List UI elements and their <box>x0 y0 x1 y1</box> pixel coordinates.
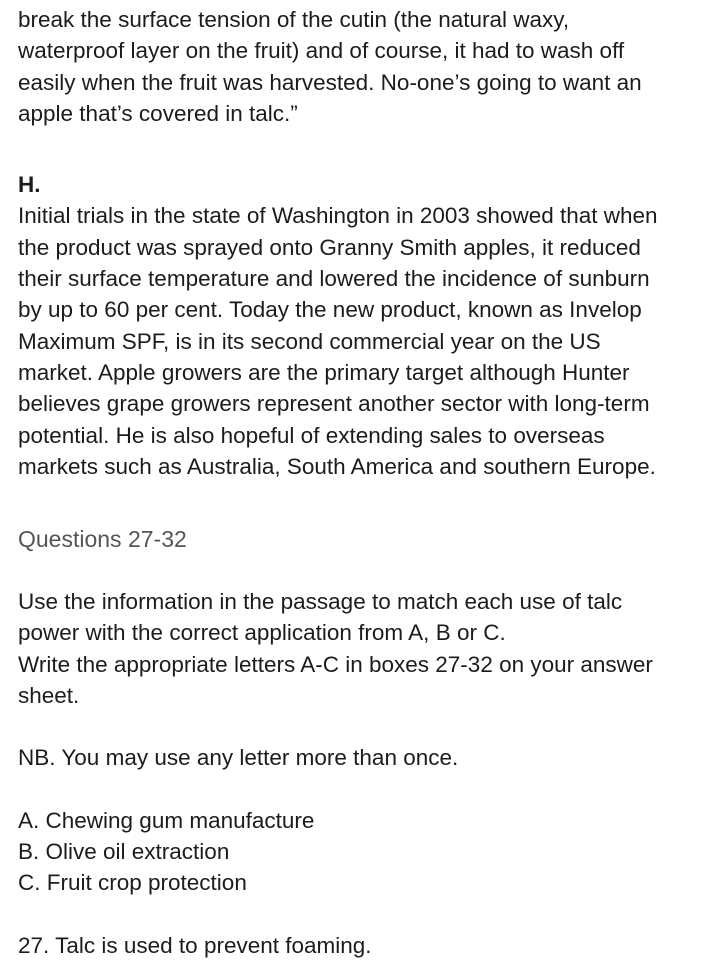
text-line: markets such as Australia, South America and southern Europe. <box>18 453 656 479</box>
questions-heading: Questions 27-32 <box>18 526 187 553</box>
answer-options-list <box>18 805 712 899</box>
text-line: Maximum SPF, is in its second commercial year on the US <box>18 328 601 354</box>
text-line: by up to 60 per cent. Today the new product, known as Invelop <box>18 297 642 323</box>
questions-note: NB. You may use any letter more than once. <box>18 745 459 771</box>
text-line: the product was sprayed onto Granny Smith apples, it reduced <box>18 234 641 260</box>
text-line: power with the correct application from A, B or C. <box>18 620 506 646</box>
text-line: believes grape growers represent another sector with long-term <box>18 391 650 417</box>
text-line: break the surface tension of the cutin (the natural waxy, <box>18 7 570 32</box>
text-line: Use the information in the passage to match each use of talc <box>18 589 623 615</box>
intro-paragraph <box>18 4 712 129</box>
text-line: potential. He is also hopeful of extending sales to overseas <box>18 422 605 448</box>
questions-instructions <box>18 586 712 711</box>
text-line: Initial trials in the state of Washington in 2003 showed that when <box>18 203 658 229</box>
text-line: Write the appropriate letters A-C in boxes 27-32 on your answer <box>18 651 653 677</box>
answer-option: C. Fruit crop protection <box>18 870 247 896</box>
question-item: 27. Talc is used to prevent foaming. <box>18 932 372 958</box>
section-h-paragraph <box>18 200 712 482</box>
answer-option: A. Chewing gum manufacture <box>18 807 315 833</box>
text-line: apple that’s covered in talc.” <box>18 100 298 126</box>
text-line: easily when the fruit was harvested. No-one’s going to want an <box>18 69 642 95</box>
section-label-h: H. <box>18 172 41 198</box>
text-line: waterproof layer on the fruit) and of course, it had to wash off <box>18 38 625 64</box>
text-line: sheet. <box>18 683 80 709</box>
text-line: market. Apple growers are the primary target although Hunter <box>18 359 630 385</box>
text-line: their surface temperature and lowered the incidence of sunburn <box>18 266 650 292</box>
answer-option: B. Olive oil extraction <box>18 838 230 864</box>
question-items <box>18 930 712 961</box>
